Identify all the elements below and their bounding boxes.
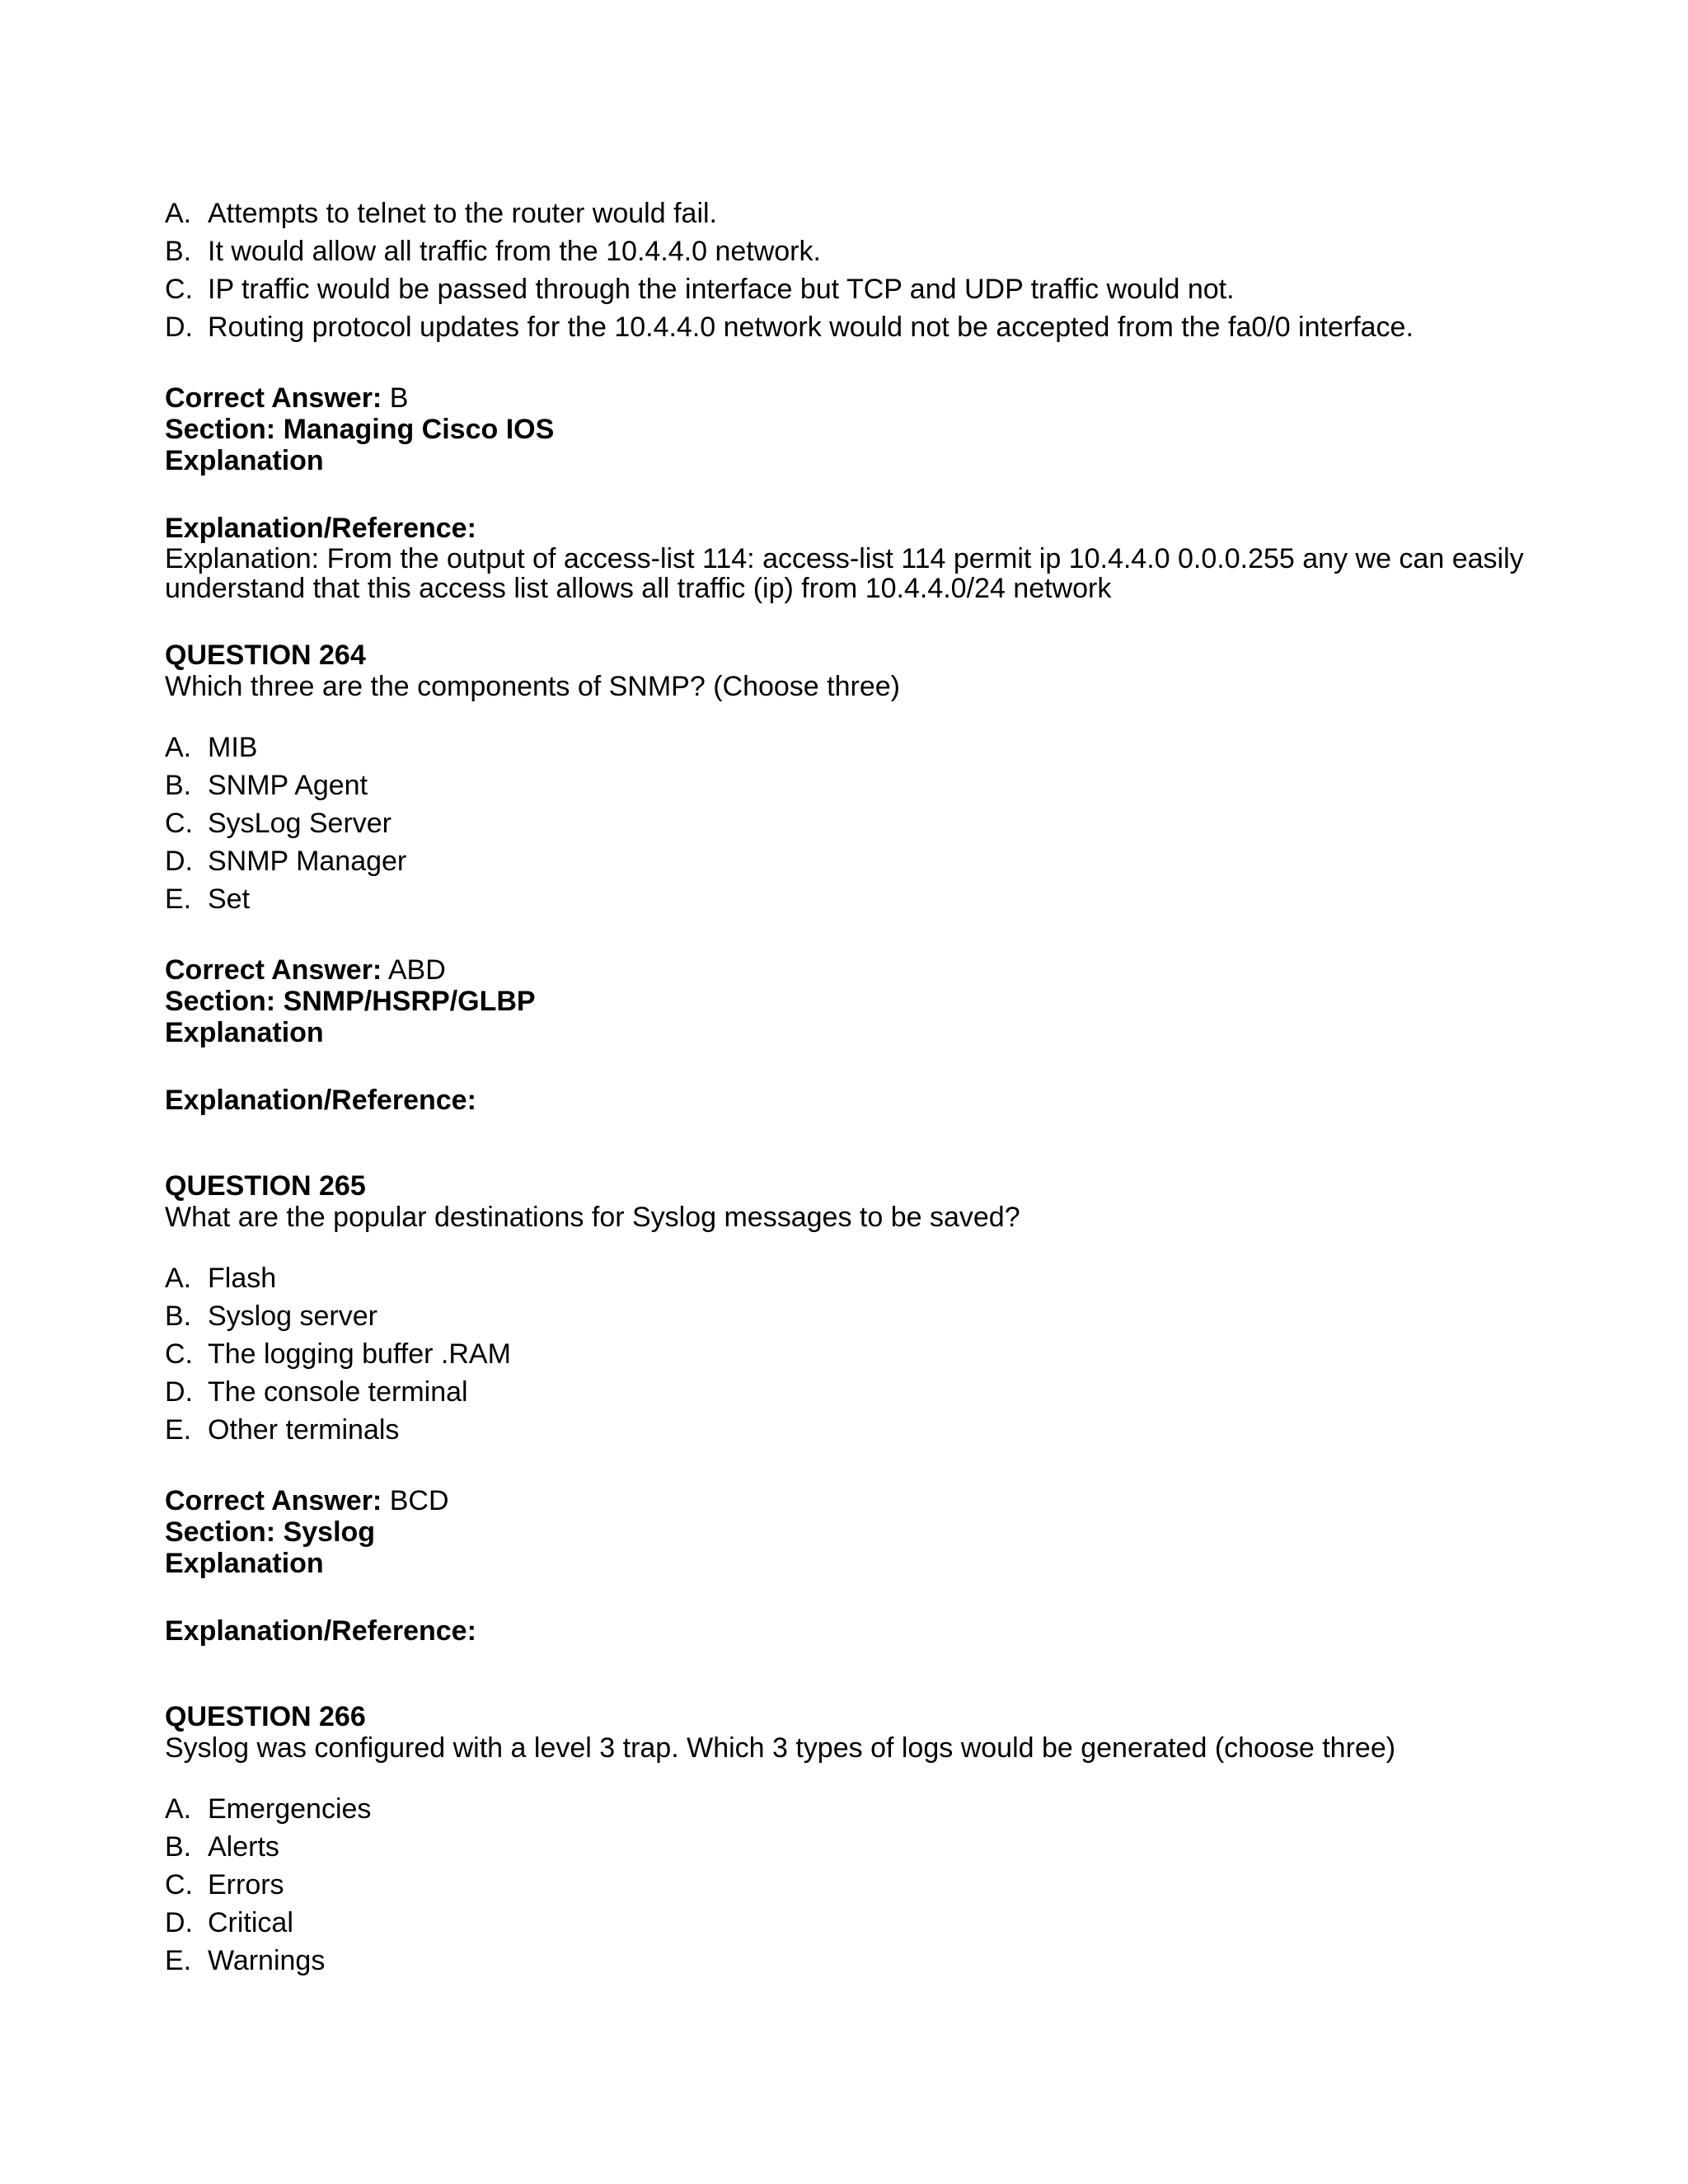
option-letter: D. xyxy=(165,312,193,343)
q266-option-c xyxy=(165,1866,1525,1904)
correct-answer-label: Correct Answer: xyxy=(165,1485,382,1516)
q265-explanation-reference-heading: Explanation/Reference: xyxy=(165,1615,476,1647)
option-letter: A. xyxy=(165,198,192,229)
q265-section: Section: Syslog xyxy=(165,1516,376,1548)
option-letter: E. xyxy=(165,1945,192,1976)
correct-answer-value: ABD xyxy=(382,954,446,986)
option-letter: D. xyxy=(165,846,193,877)
option-text: Alerts xyxy=(208,1831,279,1863)
document-page xyxy=(165,194,1525,1980)
q263-section: Section: Managing Cisco IOS xyxy=(165,414,555,445)
q265-title: QUESTION 265 xyxy=(165,1170,366,1202)
q266-option-b xyxy=(165,1828,1525,1866)
q266-option-d xyxy=(165,1904,1525,1942)
option-text: The console terminal xyxy=(208,1376,468,1408)
option-text: SNMP Manager xyxy=(208,846,407,877)
q263-option-b xyxy=(165,232,1525,270)
option-text: Other terminals xyxy=(208,1414,400,1446)
q266-option-a xyxy=(165,1790,1525,1828)
option-letter: D. xyxy=(165,1907,193,1938)
correct-answer-value: B xyxy=(382,382,409,414)
q266-question: Syslog was configured with a level 3 trap. Which 3 types of logs would be generated (choose three) xyxy=(165,1732,1396,1764)
correct-answer-label: Correct Answer: xyxy=(165,954,382,986)
option-letter: B. xyxy=(165,236,192,267)
option-letter: C. xyxy=(165,274,193,305)
q264-option-d xyxy=(165,842,1525,880)
q265-option-a xyxy=(165,1259,1525,1297)
option-text: The logging buffer .RAM xyxy=(208,1338,511,1370)
q264-explanation-heading: Explanation xyxy=(165,1017,324,1048)
option-letter: E. xyxy=(165,1414,192,1446)
q265-question: What are the popular destinations for Syslog messages to be saved? xyxy=(165,1202,1020,1233)
option-text: Flash xyxy=(208,1263,277,1294)
option-letter: A. xyxy=(165,1793,192,1825)
q263-option-a xyxy=(165,194,1525,232)
q265-option-b xyxy=(165,1297,1525,1335)
correct-answer-value: BCD xyxy=(382,1485,449,1516)
option-text: Critical xyxy=(208,1907,293,1938)
option-text: MIB xyxy=(208,732,258,763)
q264-correct-answer xyxy=(165,954,1525,986)
q264-explanation-reference-heading: Explanation/Reference: xyxy=(165,1085,476,1116)
correct-answer-label: Correct Answer: xyxy=(165,382,382,414)
q263-explanation-heading: Explanation xyxy=(165,445,324,476)
option-text: Warnings xyxy=(208,1945,326,1976)
option-letter: C. xyxy=(165,1338,193,1370)
q264-option-e xyxy=(165,880,1525,918)
q265-correct-answer xyxy=(165,1485,1525,1516)
option-text: Syslog server xyxy=(208,1301,377,1332)
option-letter: C. xyxy=(165,808,193,839)
q264-title: QUESTION 264 xyxy=(165,640,366,671)
option-text: Routing protocol updates for the 10.4.4.0 network would not be accepted from the fa0/0 interface. xyxy=(208,312,1414,343)
q263-options xyxy=(165,194,1525,346)
q264-question: Which three are the components of SNMP? (Choose three) xyxy=(165,671,900,702)
q263-explanation-reference-heading: Explanation/Reference: xyxy=(165,513,476,544)
q265-option-d xyxy=(165,1373,1525,1411)
option-letter: C. xyxy=(165,1869,193,1900)
option-text: Errors xyxy=(208,1869,284,1900)
q266-option-e xyxy=(165,1942,1525,1980)
q263-correct-answer xyxy=(165,382,1525,414)
q263-explanation-text: Explanation: From the output of access-list 114: access-list 114 permit ip 10.4.4.0 0.0.0.255 any we can easily understand that this access list allows all traffic (ip) from 10.4.4.0/24 network xyxy=(165,543,1524,604)
q264-option-b xyxy=(165,766,1525,804)
option-text: It would allow all traffic from the 10.4.4.0 network. xyxy=(208,236,821,267)
q265-options xyxy=(165,1259,1525,1449)
q263-option-c xyxy=(165,270,1525,308)
q265-explanation-heading: Explanation xyxy=(165,1548,324,1579)
option-text: SNMP Agent xyxy=(208,770,368,801)
q264-option-a xyxy=(165,729,1525,766)
option-text: Attempts to telnet to the router would fail. xyxy=(208,198,717,229)
q266-options xyxy=(165,1790,1525,1980)
option-text: Set xyxy=(208,883,251,915)
option-letter: A. xyxy=(165,1263,192,1294)
option-letter: B. xyxy=(165,770,192,801)
option-letter: E. xyxy=(165,883,192,915)
q264-section: Section: SNMP/HSRP/GLBP xyxy=(165,986,536,1017)
option-letter: D. xyxy=(165,1376,193,1408)
option-letter: A. xyxy=(165,732,192,763)
q263-option-d xyxy=(165,308,1525,346)
q265-option-e xyxy=(165,1411,1525,1449)
option-text: IP traffic would be passed through the interface but TCP and UDP traffic would not. xyxy=(208,274,1235,305)
option-letter: B. xyxy=(165,1301,192,1332)
q266-title: QUESTION 266 xyxy=(165,1701,366,1732)
option-letter: B. xyxy=(165,1831,192,1863)
option-text: Emergencies xyxy=(208,1793,372,1825)
q264-options xyxy=(165,729,1525,918)
option-text: SysLog Server xyxy=(208,808,392,839)
q264-option-c xyxy=(165,804,1525,842)
q265-option-c xyxy=(165,1335,1525,1373)
